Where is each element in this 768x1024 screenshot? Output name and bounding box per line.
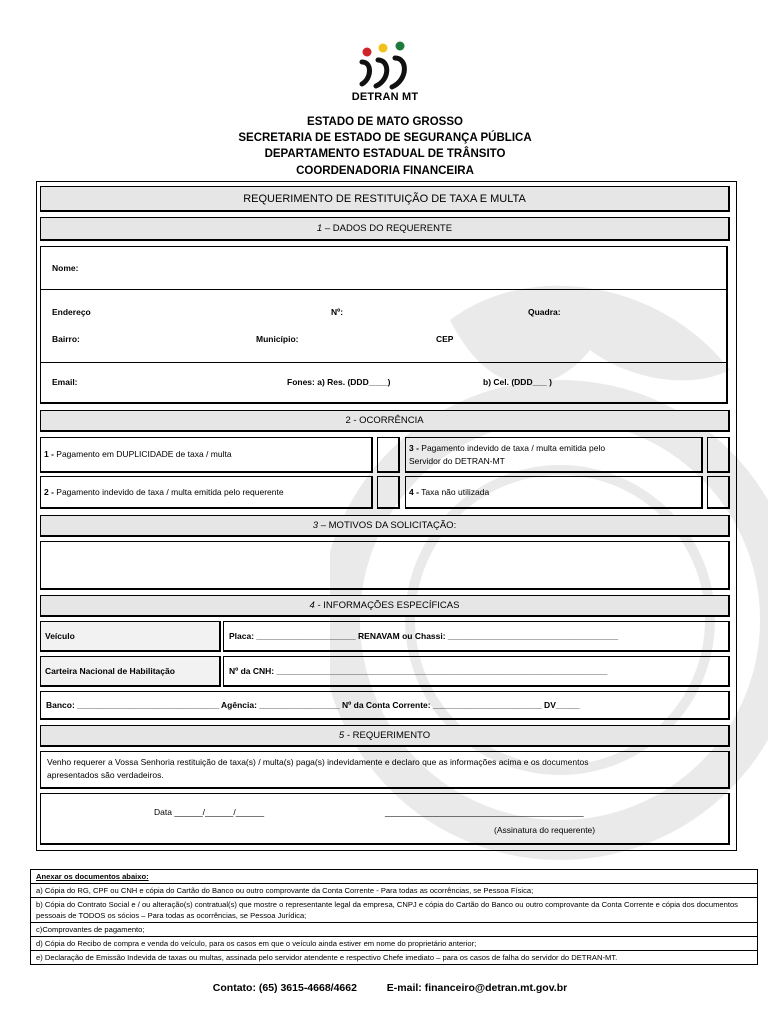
signature-line[interactable]: __________________________________________: [385, 807, 584, 817]
cnh-label: Carteira Nacional de Habilitação: [45, 666, 175, 676]
contact-footer: [160, 982, 620, 994]
district-field[interactable]: Bairro:: [52, 334, 80, 344]
requester-divider-2: [41, 362, 726, 363]
occurrence-4-number: 4 -: [409, 487, 419, 497]
occurrence-2-text: Pagamento indevido de taxa / multa emitida pelo requerente: [53, 487, 284, 497]
annex-item-d: d) Cópia do Recibo de compra e venda do veículo, para os casos em que o veículo ainda estiver em nome do proprietário anterior;: [31, 937, 757, 951]
occurrence-option-4[interactable]: [405, 476, 703, 509]
occurrence-1-checkbox[interactable]: [377, 437, 400, 473]
reasons-textarea[interactable]: [40, 541, 730, 590]
annex-item-e: e) Declaração de Emissão Indevida de taxas ou multas, assinada pelo servidor atendente e respectivo Chefe imediato – para os casos de falha do servidor do DETRAN-MT.: [36, 953, 618, 962]
city-field[interactable]: Município:: [256, 334, 299, 344]
declaration-text-1: Venho requerer a Vossa Senhoria restituição de taxa(s) / multa(s) paga(s) indevidamente e declaro que as informações acima e os documentos: [47, 757, 589, 767]
email-field[interactable]: Email:: [52, 377, 78, 387]
form-title: REQUERIMENTO DE RESTITUIÇÃO DE TAXA E MULTA: [40, 186, 730, 212]
plate-chassis-field[interactable]: Placa: _____________________ RENAVAM ou Chassi: ____________________________________: [229, 631, 619, 641]
section1-title: – DADOS DO REQUERENTE: [324, 223, 453, 234]
section5-number: 5: [338, 730, 345, 741]
heading-department: DEPARTAMENTO ESTADUAL DE TRÂNSITO: [264, 148, 506, 160]
cnh-label-cell: [40, 656, 221, 687]
name-field[interactable]: Nome:: [52, 263, 79, 273]
cnh-field-cell[interactable]: [223, 656, 730, 687]
declaration-text-2: apresentados são verdadeiros.: [47, 770, 164, 780]
occurrence-4-text: Taxa não utilizada: [418, 487, 490, 497]
occurrence-3-checkbox[interactable]: [707, 437, 730, 473]
occurrence-2-number: 2 -: [44, 487, 54, 497]
heading-state: ESTADO DE MATO GROSSO: [307, 116, 463, 128]
vehicle-label-cell: [40, 621, 221, 652]
section3-title: – MOTIVOS DA SOLICITAÇÃO:: [320, 520, 457, 531]
section1-header: [40, 217, 730, 241]
annex-title: Anexar os documentos abaixo:: [31, 870, 757, 884]
section1-number: 1: [316, 223, 323, 234]
annex-item-c: c)Comprovantes de pagamento;: [31, 923, 757, 937]
bank-fields-cell[interactable]: [40, 691, 730, 720]
contact-phone: Contato: (65) 3615-4668/4662: [212, 982, 357, 994]
bank-account-field[interactable]: Banco: ______________________________ Agência: _________________ Nº da Conta Corrente: _______________________ DV_____: [46, 700, 580, 710]
vehicle-fields-cell[interactable]: [223, 621, 730, 652]
cell-phone-field[interactable]: b) Cel. (DDD___ ): [483, 377, 552, 387]
section3-number: 3: [312, 520, 319, 531]
zip-field[interactable]: CEP: [436, 334, 454, 344]
block-field[interactable]: Quadra:: [528, 307, 561, 317]
occurrence-option-1[interactable]: [40, 437, 373, 473]
annex-item-a: a) Cópia do RG, CPF ou CNH e cópia do Cartão do Banco ou outro comprovante da Conta Corrente - Para todas as ocorrências, se Pessoa Física;: [31, 884, 757, 898]
requester-divider: [41, 289, 726, 290]
section4-number: 4: [309, 600, 315, 611]
occurrence-1-number: 1 -: [44, 449, 54, 459]
signature-box: [40, 793, 730, 845]
section3-header: [40, 515, 730, 537]
heading-secretariat: SECRETARIA DE ESTADO DE SEGURANÇA PÚBLICA: [238, 132, 532, 144]
section4-header: [40, 595, 730, 617]
signature-caption: (Assinatura do requerente): [494, 825, 596, 835]
occurrence-3-text-2: Servidor do DETRAN-MT: [409, 456, 505, 466]
vehicle-label: Veículo: [45, 631, 75, 641]
section4-title: - INFORMAÇÕES ESPECÍFICAS: [317, 600, 460, 611]
occurrence-3-text: Pagamento indevido de taxa / multa emitida pelo: [418, 443, 606, 453]
section2-header: 2 - OCORRÊNCIA: [40, 410, 730, 432]
section5-header: [40, 725, 730, 747]
logo-text: DETRAN MT: [351, 91, 419, 103]
declaration-box: [40, 751, 730, 789]
occurrence-option-2[interactable]: [40, 476, 373, 509]
contact-email[interactable]: E-mail: financeiro@detran.mt.gov.br: [386, 982, 568, 994]
occurrence-4-checkbox[interactable]: [707, 476, 730, 509]
occurrence-1-text: Pagamento em DUPLICIDADE de taxa / multa: [53, 449, 232, 459]
occurrence-3-number: 3 -: [409, 443, 419, 453]
heading-coordination: COORDENADORIA FINANCEIRA: [296, 165, 474, 177]
section5-title: - REQUERIMENTO: [346, 730, 431, 741]
occurrence-2-checkbox[interactable]: [377, 476, 400, 509]
number-field[interactable]: Nº:: [331, 307, 344, 317]
address-field[interactable]: Endereço: [52, 307, 91, 317]
annex-item-b: b) Cópia do Contrato Social e / ou alteração(s) contratual(s) que mostre o representante legal da empresa, CNPJ e cópia do Cartão do Banco ou outro comprovante da Conta Corrente e cópia dos documentos pessoais de TODOS os sócios – Para todas as ocorrências, se Pessoa Jurídica;: [31, 898, 757, 923]
date-field[interactable]: Data ______/______/______: [154, 807, 265, 817]
home-phone-field[interactable]: Fones: a) Res. (DDD____): [287, 377, 391, 387]
annex-table: [30, 869, 758, 965]
occurrence-option-3[interactable]: [405, 437, 703, 473]
cnh-number-field[interactable]: Nº da CNH: ______________________________________________________________________: [229, 666, 608, 676]
